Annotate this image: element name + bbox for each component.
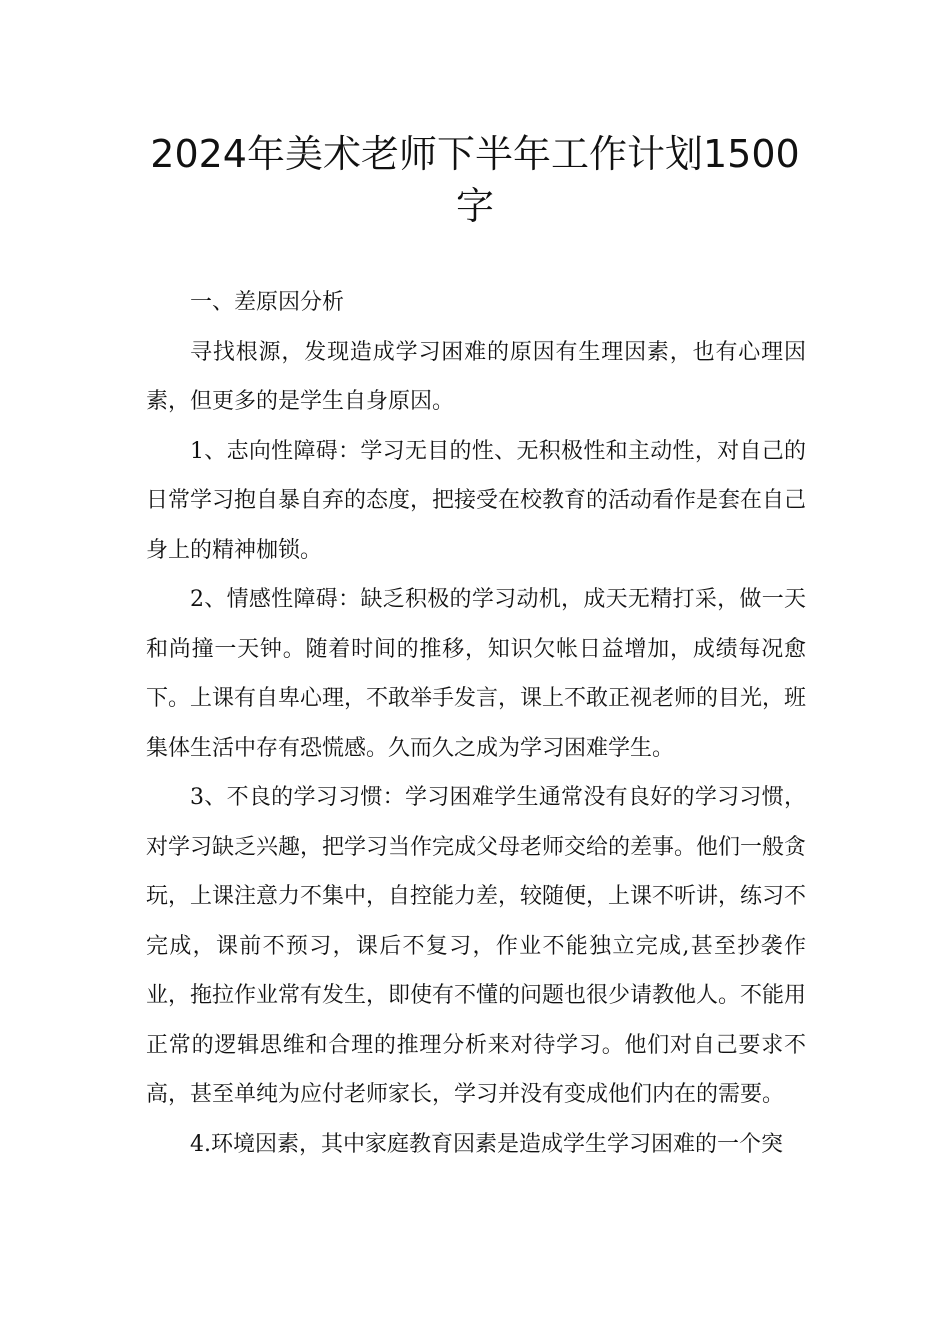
paragraph-intro: 寻找根源，发现造成学习困难的原因有生理因素，也有心理因素，但更多的是学生自身原因。 bbox=[146, 339, 806, 414]
section-heading: 一、差原因分析 bbox=[190, 290, 345, 315]
paragraph-item-3: 3、不良的学习习惯：学习困难学生通常没有良好的学习习惯，对学习缺乏兴趣，把学习当作完成父母老师交给的差事。他们一般贪玩，上课注意力不集中，自控能力差，较随便，上课不听讲，练习不完成，课前不预习，课后不复习，作业不能独立完成,甚至抄袭作业，拖拉作业常有发生，即使有不懂的问题也很少请教他人。不能用正常的逻辑思维和合理的推理分析来对待学习。他们对自己要求不高，甚至单纯为应付老师家长，学习并没有变成他们内在的需要。 bbox=[146, 785, 807, 1107]
paragraph-item-4: 4.环境因素，其中家庭教育因素是造成学生学习困难的一个突 bbox=[190, 1131, 783, 1157]
document-title: 2024年美术老师下半年工作计划1500字 bbox=[150, 132, 800, 228]
document-body bbox=[146, 278, 806, 1169]
paragraph-item-2: 2、情感性障碍：缺乏积极的学习动机，成天无精打采，做一天和尚撞一天钟。随着时间的推移，知识欠帐日益增加，成绩每况愈下。上课有自卑心理，不敢举手发言，课上不敢正视老师的目光，班集体生活中存有恐慌感。久而久之成为学习困难学生。 bbox=[146, 587, 807, 761]
paragraph-item-1: 1、志向性障碍：学习无目的性、无积极性和主动性，对自己的日常学习抱自暴自弃的态度，把接受在校教育的活动看作是套在自己身上的精神枷锁。 bbox=[146, 438, 807, 563]
